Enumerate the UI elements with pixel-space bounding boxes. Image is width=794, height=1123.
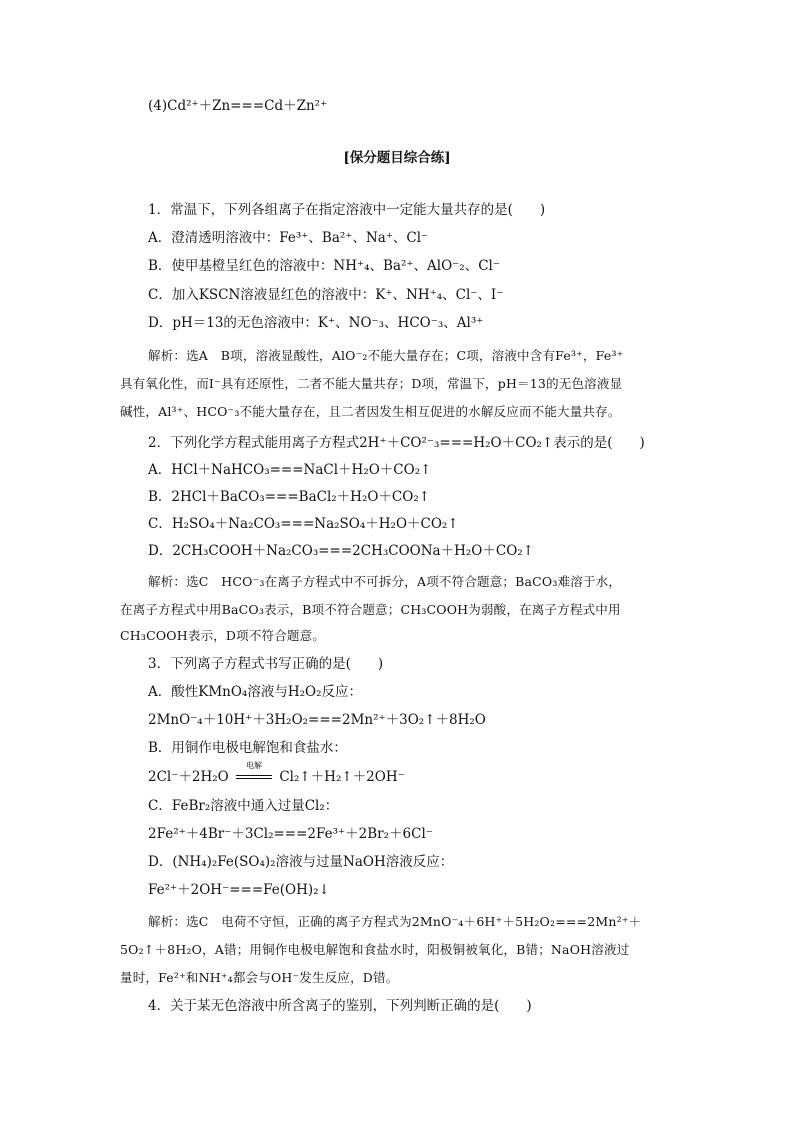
section-title: [保分题目综合练] xyxy=(343,150,451,166)
question-3-option-b: B．用铜作电极电解饱和食盐水： xyxy=(148,740,347,756)
question-3-option-d: D．(NH₄)₂Fe(SO₄)₂溶液与过量NaOH溶液反应： xyxy=(148,854,454,870)
condition-label: 电解 xyxy=(246,761,263,770)
equal-sign-top xyxy=(236,775,272,776)
previous-answer: (4)Cd²⁺＋Zn===Cd＋Zn²⁺ xyxy=(148,98,328,114)
equal-sign-bottom xyxy=(236,778,272,779)
question-1-option-d: D．pH＝13的无色溶液中：K⁺、NO⁻₃、HCO⁻₃、Al³⁺ xyxy=(148,315,484,331)
question-3-option-a: A．酸性KMnO₄溶液与H₂O₂反应： xyxy=(148,684,362,700)
question-2-option-b: B．2HCl＋BaCO₃===BaCl₂＋H₂O＋CO₂↑ xyxy=(148,489,431,505)
equation-right: Cl₂↑＋H₂↑＋2OH⁻ xyxy=(279,769,405,785)
question-2-stem: 2．下列化学方程式能用离子方程式2H⁺＋CO²⁻₃===H₂O＋CO₂↑表示的是( ) xyxy=(148,435,645,451)
question-3-stem: 3．下列离子方程式书写正确的是( ) xyxy=(148,656,384,672)
question-3-option-b-equation xyxy=(148,761,405,786)
question-3-option-a-equation: 2MnO⁻₄＋10H⁺＋3H₂O₂===2Mn²⁺＋3O₂↑＋8H₂O xyxy=(148,712,486,728)
question-1-stem: 1．常温下，下列各组离子在指定溶液中一定能大量共存的是( ) xyxy=(148,202,546,218)
question-3-explanation-line-2: 5O₂↑＋8H₂O，A错；用铜作电极电解饱和食盐水时，阳极铜被氧化，B错；NaOH溶液过 xyxy=(120,942,630,957)
question-2-option-d: D．2CH₃COOH＋Na₂CO₃===2CH₃COONa＋H₂O＋CO₂↑ xyxy=(148,543,534,559)
question-3-option-c: C．FeBr₂溶液中通入过量Cl₂： xyxy=(148,798,339,814)
electrolysis-condition xyxy=(236,761,272,786)
question-2-option-a: A．HCl＋NaHCO₃===NaCl＋H₂O＋CO₂↑ xyxy=(148,462,432,478)
question-1-option-b: B．使甲基橙呈红色的溶液中：NH⁺₄、Ba²⁺、AlO⁻₂、Cl⁻ xyxy=(148,258,500,274)
equation-left: 2Cl⁻＋2H₂O xyxy=(148,769,229,785)
question-2-option-c: C．H₂SO₄＋Na₂CO₃===Na₂SO₄＋H₂O＋CO₂↑ xyxy=(148,516,459,532)
question-1-explanation-line-1: 解析：选A B项，溶液显酸性，AlO⁻₂不能大量存在；C项，溶液中含有Fe³⁺，Fe³⁺ xyxy=(148,348,624,363)
question-3-option-c-equation: 2Fe²⁺＋4Br⁻＋3Cl₂===2Fe³⁺＋2Br₂＋6Cl⁻ xyxy=(148,826,433,842)
question-3-option-d-equation: Fe²⁺＋2OH⁻===Fe(OH)₂↓ xyxy=(148,882,330,898)
question-1-option-a: A．澄清透明溶液中：Fe³⁺、Ba²⁺、Na⁺、Cl⁻ xyxy=(148,230,429,246)
question-4-stem: 4．关于某无色溶液中所含离子的鉴别，下列判断正确的是( ) xyxy=(148,998,532,1014)
question-3-explanation-line-1: 解析：选C 电荷不守恒，正确的离子方程式为2MnO⁻₄＋6H⁺＋5H₂O₂===2Mn²⁺＋ xyxy=(148,914,642,929)
question-3-explanation-line-3: 量时，Fe²⁺和NH⁺₄都会与OH⁻发生反应，D错。 xyxy=(120,970,399,985)
question-2-explanation-line-3: CH₃COOH表示，D项不符合题意。 xyxy=(120,628,326,643)
question-2-explanation-line-1: 解析：选C HCO⁻₃在离子方程式中不可拆分，A项不符合题意；BaCO₃难溶于水， xyxy=(148,574,622,589)
question-1-explanation-line-2: 具有氧化性，而I⁻具有还原性，二者不能大量共存；D项，常温下，pH＝13的无色溶液显 xyxy=(120,376,623,391)
question-1-explanation-line-3: 碱性，Al³⁺、HCO⁻₃不能大量存在，且二者因发生相互促进的水解反应而不能大量共存。 xyxy=(120,404,621,419)
question-1-option-c: C．加入KSCN溶液显红色的溶液中：K⁺、NH⁺₄、Cl⁻、I⁻ xyxy=(148,287,504,303)
question-2-explanation-line-2: 在离子方程式中用BaCO₃表示，B项不符合题意；CH₃COOH为弱酸，在离子方程式中用 xyxy=(120,602,621,617)
